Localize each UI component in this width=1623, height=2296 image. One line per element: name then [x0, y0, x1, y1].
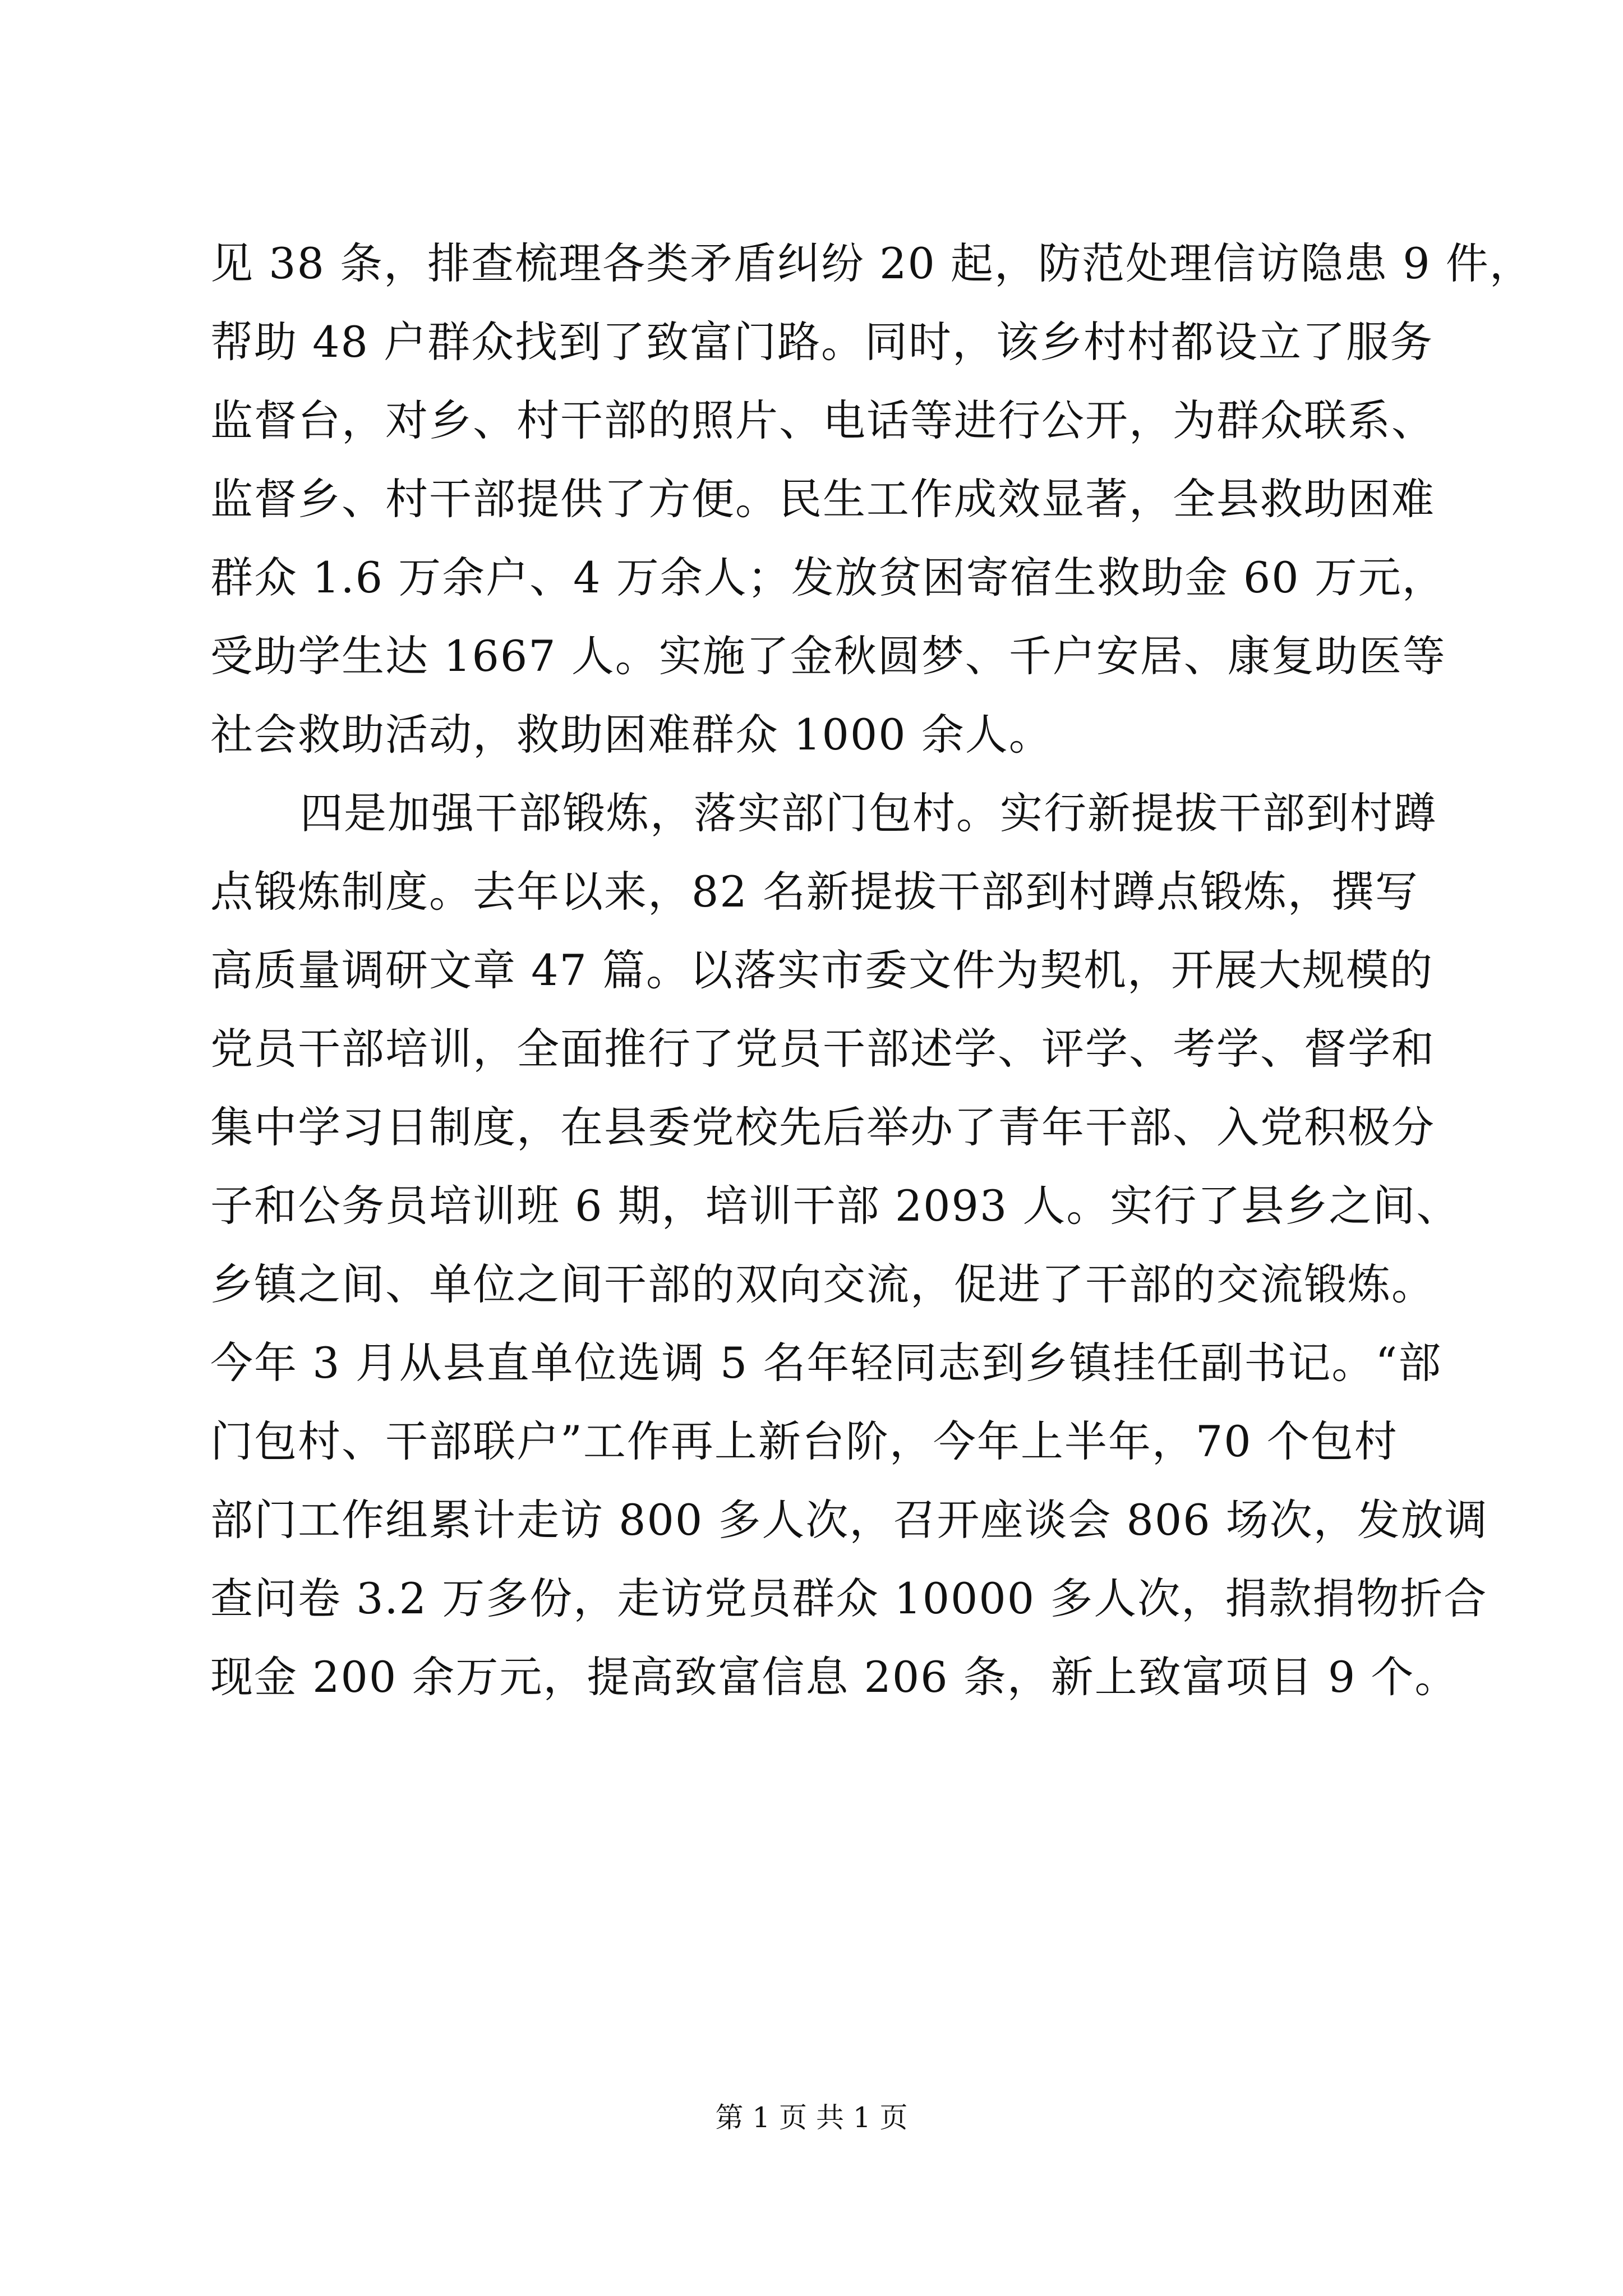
text-line: 高质量调研文章 47 篇。以落实市委文件为契机，开展大规模的 — [210, 945, 1434, 995]
text-line: 社会救助活动，救助困难群众 1000 余人。 — [210, 710, 1053, 760]
document-body — [210, 224, 1533, 1717]
text-line: 监督台，对乡、村干部的照片、电话等进行公开，为群众联系、 — [210, 395, 1435, 445]
page-footer — [0, 2101, 1623, 2134]
text-line: 部门工作组累计走访 800 多人次，召开座谈会 806 场次，发放调 — [210, 1495, 1488, 1545]
text-line: 乡镇之间、单位之间干部的双向交流，促进了干部的交流锻炼。 — [210, 1259, 1435, 1309]
text-line: 子和公务员培训班 6 期，培训干部 2093 人。实行了县乡之间、 — [210, 1181, 1460, 1231]
text-line: 点锻炼制度。去年以来，82 名新提拔干部到村蹲点锻炼，撰写 — [210, 867, 1419, 917]
text-line: 党员干部培训，全面推行了党员干部述学、评学、考学、督学和 — [210, 1024, 1435, 1074]
text-line: 帮助 48 户群众找到了致富门路。同时，该乡村村都设立了服务 — [210, 317, 1434, 367]
text-line: 群众 1.6 万余户、4 万余人；发放贫困寄宿生救助金 60 万元， — [210, 553, 1446, 602]
text-line: 今年 3 月从县直单位选调 5 名年轻同志到乡镇挂任副书记。“部 — [210, 1338, 1442, 1388]
page-number: 第 1 页 共 1 页 — [715, 2101, 908, 2134]
text-line: 现金 200 余万元，提高致富信息 206 条，新上致富项目 9 个。 — [210, 1652, 1459, 1702]
text-line: 集中学习日制度，在县委党校先后举办了青年干部、入党积极分 — [210, 1102, 1435, 1152]
text-line: 见 38 条，排查梳理各类矛盾纠纷 20 起，防范处理信访隐患 9 件， — [210, 238, 1533, 288]
text-line: 受助学生达 1667 人。实施了金秋圆梦、千户安居、康复助医等 — [210, 631, 1446, 681]
text-line: 门包村、干部联户”工作再上新台阶，今年上半年，70 个包村 — [210, 1416, 1398, 1466]
text-line: 查问卷 3.2 万多份，走访党员群众 10000 多人次，捐款捐物折合 — [210, 1573, 1488, 1623]
paragraph-first-line: 四是加强干部锻炼，落实部门包村。实行新提拔干部到村蹲 — [300, 788, 1437, 838]
text-line: 监督乡、村干部提供了方便。民生工作成效显著，全县救助困难 — [210, 474, 1435, 524]
